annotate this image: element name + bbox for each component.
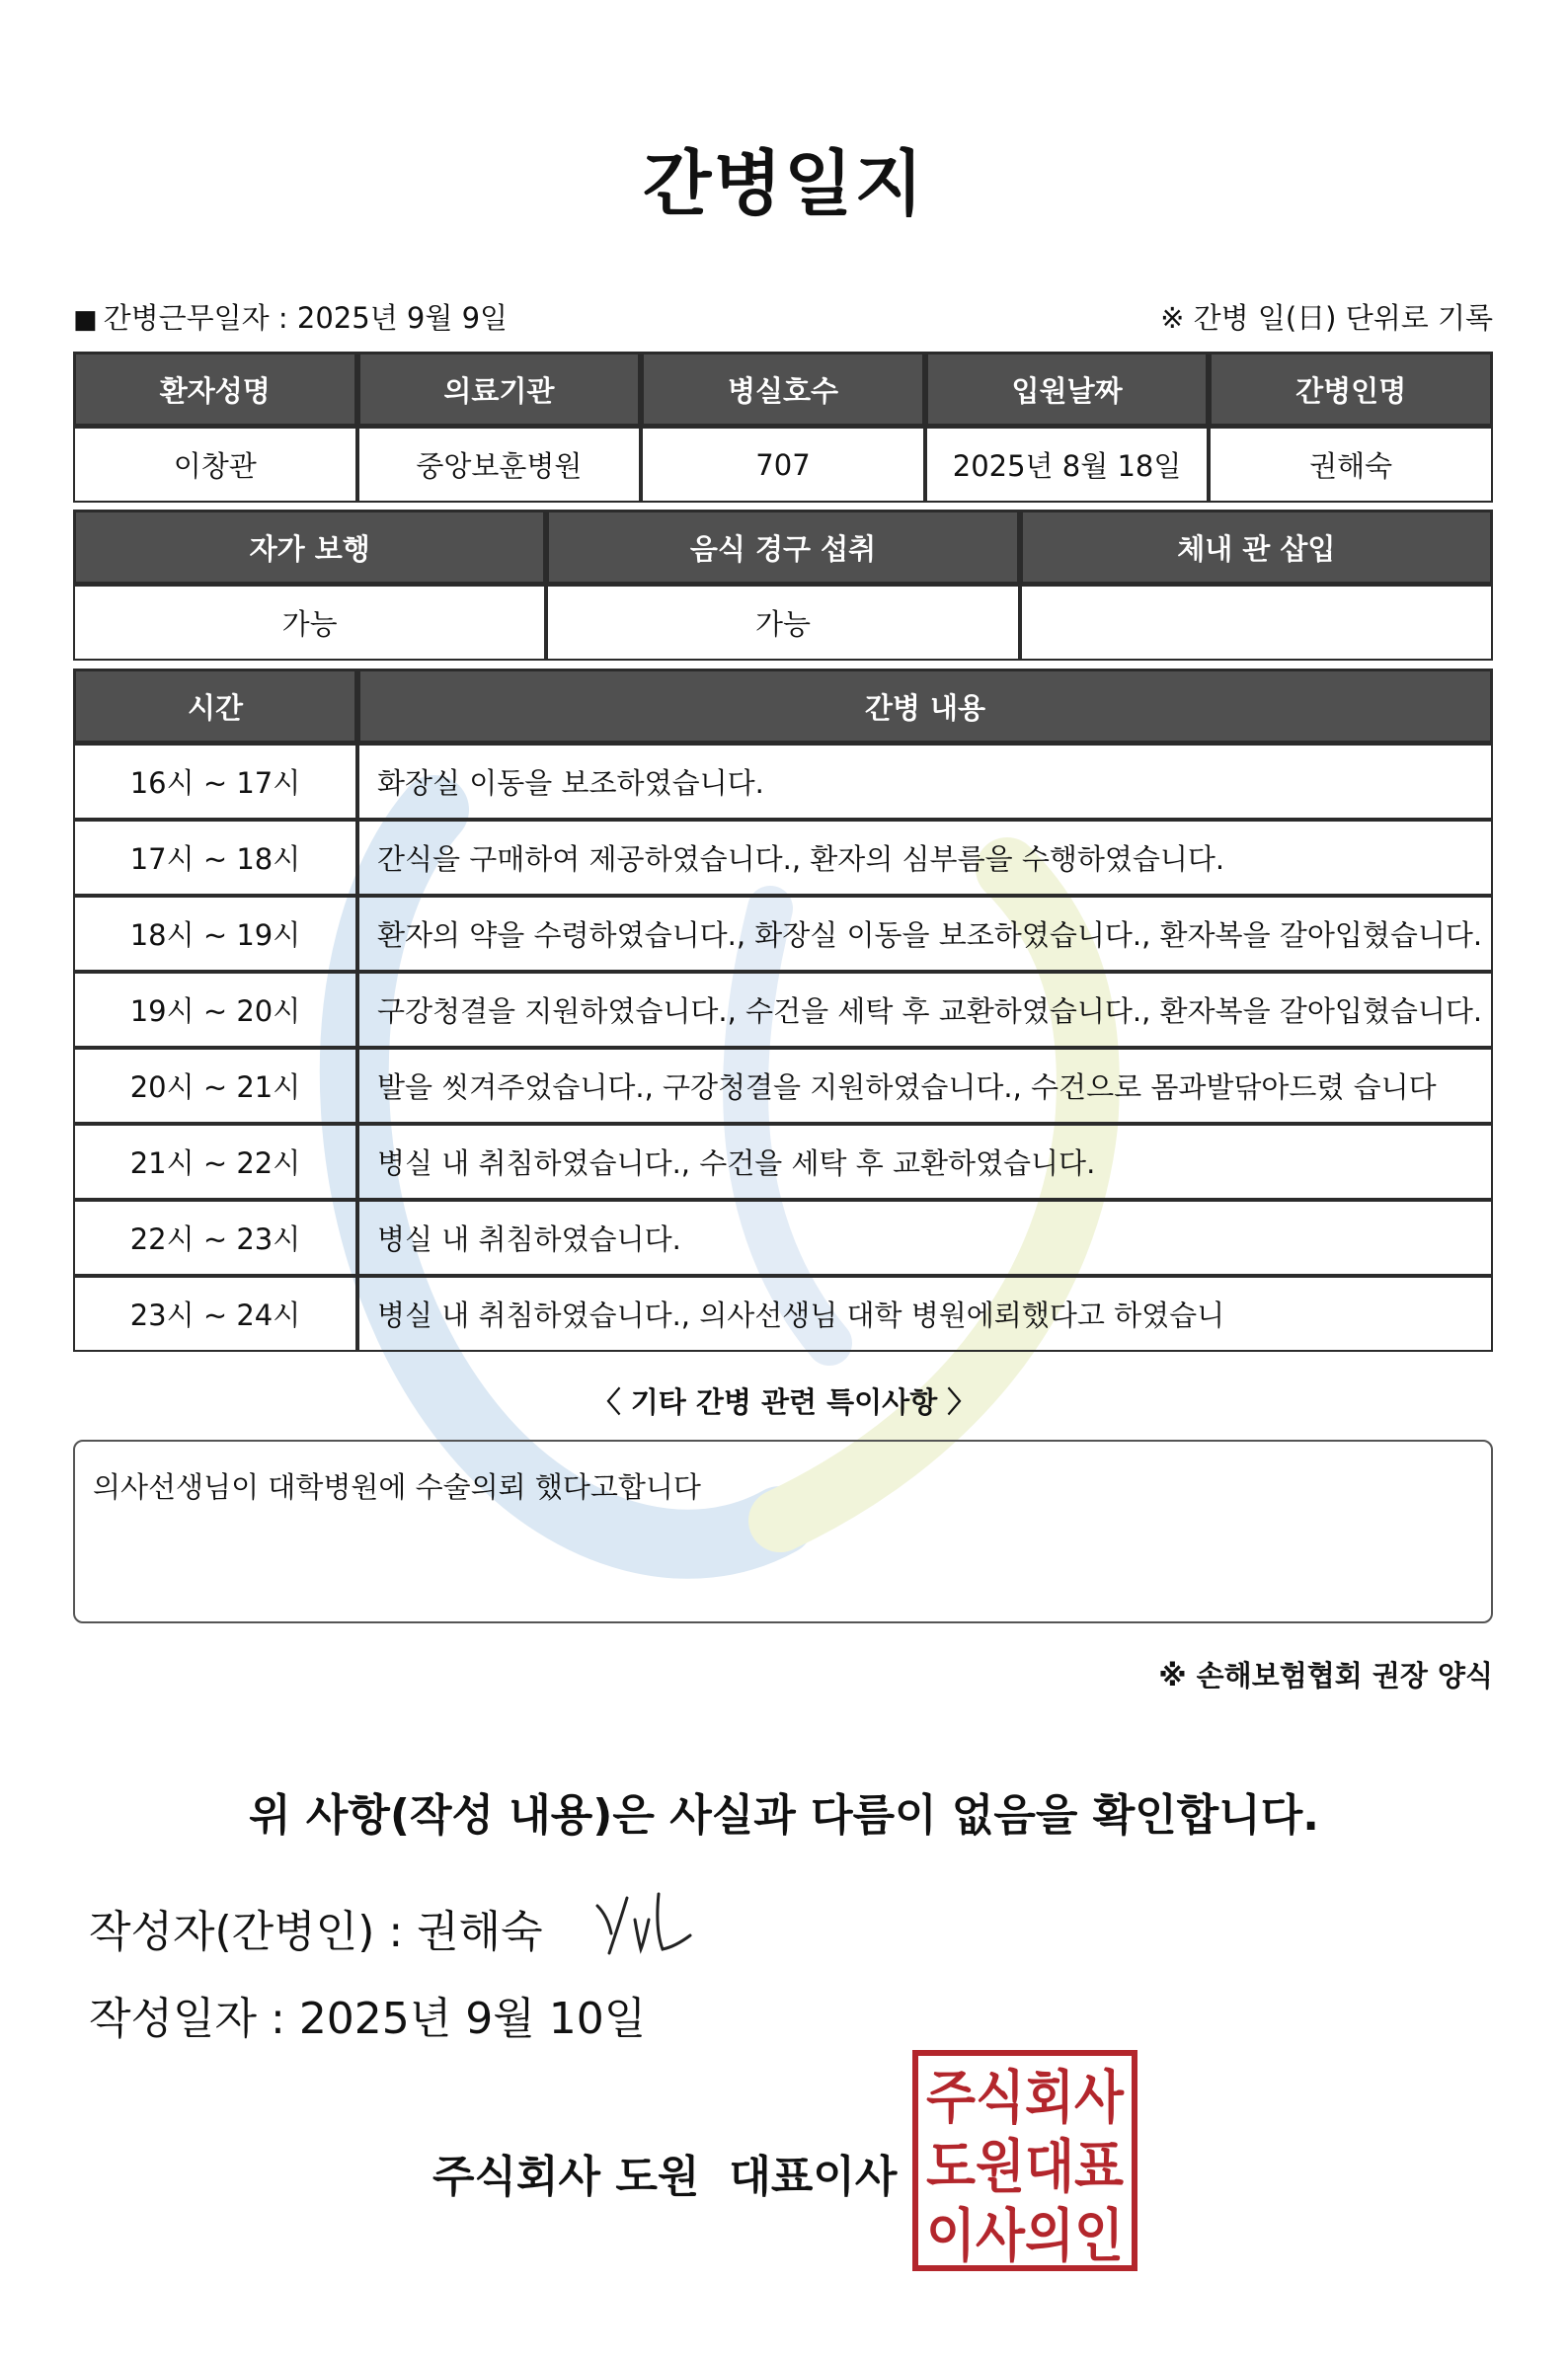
written-date-line: 작성일자 : 2025년 9월 10일 — [89, 1994, 647, 2044]
seal-line-3: 이사의인 — [926, 2202, 1124, 2269]
log-content: 구강청결을 지원하였습니다., 수건을 세탁 후 교환하였습니다., 환자복을 갈아입혔습니다. — [357, 972, 1493, 1048]
header-hospital: 의료기관 — [357, 352, 642, 427]
signature — [588, 1884, 726, 1963]
log-time: 18시 ~ 19시 — [73, 896, 357, 972]
header-caregiver-name: 간병인명 — [1209, 352, 1493, 427]
document-title: 간병일지 — [642, 142, 926, 225]
log-content: 화장실 이동을 보조하였습니다. — [357, 744, 1493, 820]
record-unit-note: ※ 간병 일(日) 단위로 기록 — [1160, 301, 1493, 335]
work-date-label: 간병근무일자 — [103, 301, 270, 335]
log-content: 환자의 약을 수령하였습니다., 화장실 이동을 보조하였습니다., 환자복을 갈아입혔습니다. — [357, 896, 1493, 972]
seal-line-1: 주식회사 — [926, 2064, 1125, 2131]
caregiver-name: 권해숙 — [1209, 427, 1493, 503]
patient-status-table — [73, 510, 1493, 661]
confirmation-statement: 위 사항(작성 내용)은 사실과 다름이 없음을 확인합니다. — [249, 1790, 1319, 1841]
square-bullet-icon: ■ — [73, 305, 98, 335]
patient-info-table — [73, 352, 1493, 503]
admission-date: 2025년 8월 18일 — [925, 427, 1210, 503]
company-line — [432, 2141, 897, 2204]
header-oral-intake: 음식 경구 섭취 — [546, 510, 1019, 585]
hospital-name: 중앙보훈병원 — [357, 427, 642, 503]
notes-box: 의사선생님이 대학병원에 수술의뢰 했다고합니다 — [73, 1440, 1493, 1623]
header-room: 병실호수 — [641, 352, 925, 427]
log-time: 20시 ~ 21시 — [73, 1048, 357, 1124]
log-time: 16시 ~ 17시 — [73, 744, 357, 820]
company-title: 대표이사 — [729, 2152, 898, 2202]
header-care-content: 간병 내용 — [357, 669, 1493, 744]
written-date-value: 2025년 9월 10일 — [298, 1994, 647, 2044]
oral-intake-value: 가능 — [546, 585, 1019, 661]
notes-title: 〈 기타 간병 관련 특이사항 〉 — [591, 1385, 977, 1419]
log-content: 병실 내 취침하였습니다. — [357, 1200, 1493, 1276]
work-date-value: 2025년 9월 9일 — [296, 301, 509, 335]
log-time: 21시 ~ 22시 — [73, 1124, 357, 1200]
care-log-table — [73, 669, 1493, 1352]
seal-line-2: 도원대표 — [926, 2133, 1124, 2200]
writer-name: 권해숙 — [417, 1907, 543, 1957]
log-row — [73, 1124, 1493, 1200]
company-seal-stamp — [912, 2050, 1137, 2271]
header-self-walking: 자가 보행 — [73, 510, 546, 585]
written-date-label: 작성일자 — [89, 1994, 258, 2044]
log-content: 병실 내 취침하였습니다., 수건을 세탁 후 교환하였습니다. — [357, 1124, 1493, 1200]
self-walking-value: 가능 — [73, 585, 546, 661]
room-number: 707 — [641, 427, 925, 503]
company-name: 주식회사 도원 — [432, 2152, 700, 2202]
header-patient-name: 환자성명 — [73, 352, 357, 427]
patient-name: 이창관 — [73, 427, 357, 503]
log-time: 23시 ~ 24시 — [73, 1276, 357, 1352]
header-tube-insertion: 체내 관 삽입 — [1020, 510, 1493, 585]
writer-line: 작성자(간병인) : 권해숙 — [89, 1896, 543, 1959]
header-time: 시간 — [73, 669, 357, 744]
log-row — [73, 820, 1493, 896]
log-time: 22시 ~ 23시 — [73, 1200, 357, 1276]
log-row — [73, 896, 1493, 972]
tube-insertion-value — [1020, 585, 1493, 661]
log-time: 19시 ~ 20시 — [73, 972, 357, 1048]
log-row — [73, 1276, 1493, 1352]
writer-label: 작성자(간병인) — [89, 1907, 375, 1957]
log-row — [73, 1048, 1493, 1124]
work-date: ■ 간병근무일자 : 2025년 9월 9일 — [73, 301, 509, 335]
log-row — [73, 744, 1493, 820]
recommendation-note: ※ 손해보험협회 권장 양식 — [1158, 1659, 1493, 1693]
log-content: 간식을 구매하여 제공하였습니다., 환자의 심부름을 수행하였습니다. — [357, 820, 1493, 896]
log-content: 발을 씻겨주었습니다., 구강청결을 지원하였습니다., 수건으로 몸과발닦아드렸 습니다 — [357, 1048, 1493, 1124]
log-rows — [73, 744, 1493, 1352]
meta-row — [73, 296, 1493, 336]
log-time: 17시 ~ 18시 — [73, 820, 357, 896]
log-content: 병실 내 취침하였습니다., 의사선생님 대학 병원에뢰했다고 하였습니 — [357, 1276, 1493, 1352]
log-row — [73, 1200, 1493, 1276]
log-row — [73, 972, 1493, 1048]
header-admission-date: 입원날짜 — [925, 352, 1210, 427]
